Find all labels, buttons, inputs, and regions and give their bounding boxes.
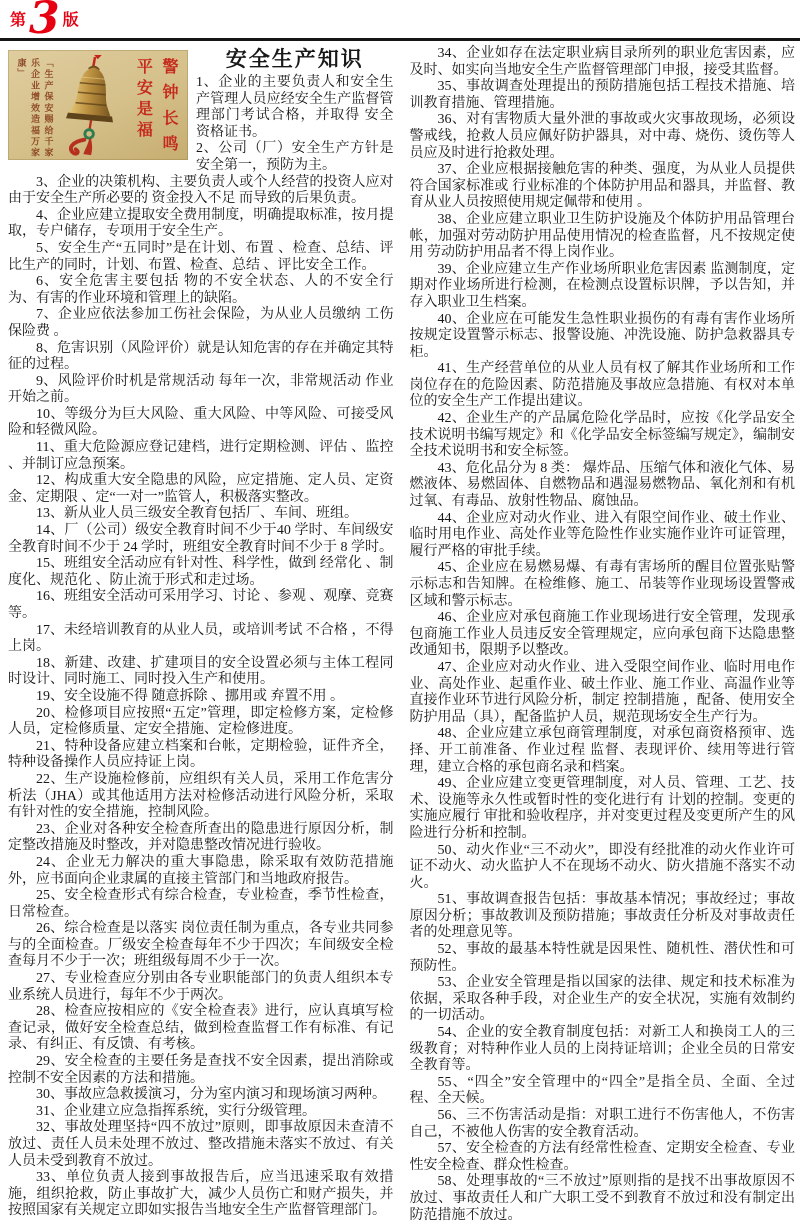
knowledge-item: 51、事故调查报告包括：事故基本情况；事故经过；事故原因分析；事故教训及预防措施；事故责任分析及对事故责任者的处理意见等。 [409,892,795,941]
knowledge-item: 15、班组安全活动应有针对性、科学性，做到 经常化 、制度化、规范化 、防止流于形式和走过场。 [8,556,394,588]
knowledge-item: 45、企业应在易燃易爆、有毒有害场所的醒目位置张贴警示标志和告知牌。在检维修、施工、吊装等作业现场设置警戒区域和警示标志。 [409,560,795,609]
knowledge-item: 33、单位负责人接到事故报告后，应当迅速采取有效措施，组织抢救，防止事故扩大，减少人员伤亡和财产损失，并按照国家有关规定立即如实报告当地安全生产监督管理部门。 [8,1170,394,1219]
knowledge-item: 38、企业应建立职业卫生防护设施及个体防护用品管理台帐，加强对劳动防护用品使用情况的检查监督，凡不按规定使用 劳动防护用品者不得上岗作业。 [409,211,795,261]
edition-label [10,0,79,44]
couplet-line-1: 「生产保安赐给千家乐 [30,58,54,158]
knowledge-item: 58、处理事故的“三不放过”原则指的是找不出事故原因不放过、事故责任人和广大职工受不到教育不放过和没有制定出防范措施不放过。 [409,1174,795,1223]
knowledge-item: 39、企业应建立生产作业场所职业危害因素 监测制度，定期对作业场所进行检测，在检测点设置标识牌，予以告知，并存入职业卫生档案。 [409,261,795,310]
knowledge-item: 40、企业应在可能发生急性职业损伤的有毒有害作业场所按规定设置警示标志、报警设施、冲洗设施、防护急救器具专柜。 [409,311,795,360]
knowledge-item: 20、检修项目应按照“五定”管理，即定检修方案，定检修人员，定检修质量、定安全措施、定检修进度。 [8,705,394,738]
knowledge-item: 6、安全危害主要包括 物的不安全状态、人的不安全行为、有害的作业环境和管理上的缺陷。 [8,274,394,306]
knowledge-item: 41、生产经营单位的从业人员有权了解其作业场所和工作岗位存在的危险因素、防范措施及事故应急措施、有权对本单位的安全生产工作提出建议。 [409,361,795,410]
knowledge-item: 46、企业应对承包商施工作业现场进行安全管理，发现承包商施工作业人员违反安全管理规定，应向承包商下达隐患整改通知书，限期予以整改。 [409,610,795,659]
knowledge-item: 52、事故的最基本特性就是因果性、随机性、潜伏性和可预防性。 [409,942,795,974]
slogan-line-1: 警钟长鸣 [160,58,177,156]
knowledge-item: 37、企业应根据接触危害的种类、强度，为从业人员提供符合国家标准或 行业标准的个体防护用品和器具，并监督、教育从业人员按照使用规定佩带和使用 。 [409,162,795,211]
knowledge-item: 47、企业应对动火作业、进入受限空间作业、临时用电作业、高处作业、起重作业、破土作业、施工作业、高温作业等直接作业环节进行风险分析，制定 控制措施 ，配备、使用安全防护用品（具），配备监护人员，规范现场安全生产行为。 [409,659,795,725]
knowledge-items-left [8,175,394,1220]
knowledge-item: 55、“四全”安全管理中的“四全”是指全员、全面、全过程、全天候。 [409,1074,795,1107]
bell-poster-image [8,50,188,160]
slogan-line-2: 平安是福 [134,58,152,142]
knowledge-item: 13、新从业人员三级安全教育包括厂、车间、班组。 [36,506,358,522]
bell-icon [55,55,130,156]
page-header [0,0,800,44]
knowledge-item: 22、生产设施检修前，应组织有关人员，采用工作危害分析法（JHA）或其他适用方法对检修活动进行风险分析，采取有针对性的安全措施，控制风险。 [8,771,394,821]
knowledge-item: 18、新建、改建、扩建项目的安全设置必须与主体工程同时设计、同时施工、同时投入生产和使用。 [8,655,394,688]
knowledge-item: 56、三不伤害活动是指：对职工进行不伤害他人，不伤害自己，不被他人伤害的安全教育活动。 [409,1108,795,1140]
poster-couplet [14,55,55,158]
knowledge-item: 24、企业无力解决的重大事隐患，除采取有效防范措施外，应书面向企业隶属的直接主管部门和当地政府报告。 [8,854,394,887]
knowledge-item: 29、安全检查的主要任务是查找不安全因素，提出消除或控制不安全因素的方法和措施。 [8,1054,394,1086]
knowledge-item: 25、安全检查形式有综合检查，专业检查，季节性检查，日常检查。 [8,888,394,920]
knowledge-items-right [410,46,796,1224]
knowledge-item: 32、事故处理坚持“四不放过”原则，即事故原因未查清不放过、责任人员未处理不放过、整改措施未落实不放过、有关人员未受到教育不放过。 [8,1120,394,1169]
knowledge-item: 26、综合检查是以落实 岗位责任制为重点，各专业共同参与的全面检查。厂级安全检查每年不少于四次；车间级安全检查每月不少于一次；班组级每周不少于一次。 [8,921,394,970]
knowledge-item: 11、重大危险源应登记建档，进行定期检测、评估 、监控 、并制订应急预案。 [8,440,394,472]
knowledge-item: 14、厂（公司）级安全教育时间不少于40 学时、车间级安全教育时间不少于 24 学时，班组安全教育时间不少于 8 学时。 [8,523,394,555]
knowledge-item: 19、安全设施不得 随意拆除 、挪用或 弃置不用 。 [36,688,344,704]
knowledge-item: 57、安全检查的方法有经常性检查、定期安全检查、专业性安全检查、群众性检查。 [409,1141,795,1173]
couplet-line-2: 企业增效造福万家康」 [16,58,40,158]
knowledge-item: 30、事故应急救援演习，分为室内演习和现场演习两种。 [36,1087,386,1103]
knowledge-item: 9、风险评价时机是常规活动 每年一次，非常规活动 作业开始之前。 [8,373,394,406]
knowledge-item: 28、检查应按相应的《安全检查表》进行，应认真填写检查记录，做好安全检查总结，做到检查监督工作有标准、有记录、有纠正、有反馈、有考核。 [8,1004,394,1053]
knowledge-item: 4、企业应建立提取安全费用制度，明确提取标准，按月提取，专户储存，专项用于安全生产。 [8,207,394,240]
knowledge-item: 42、企业生产的产品属危险化学品时，应按《化学品安全技术说明书编写规定》和《化学品安全标签编写规定》，编制安全技术说明书和安全标签。 [409,411,795,460]
knowledge-item: 21、特种设备应建立档案和台帐，定期检验，证件齐全，特种设备操作人员应持证上岗。 [8,738,394,771]
knowledge-item: 36、对有害物质大量外泄的事故或火灾事故现场，必须设警戒线，抢救人员应佩好防护器具，对中毒、烧伤、烫伤等人员应及时进行抢救处理。 [409,112,795,161]
knowledge-item: 17、未经培训教育的从业人员，或培训考试 不合格 ，不得上岗。 [8,622,394,655]
knowledge-item: 12、构成重大安全隐患的风险，应定措施、定人员、定资金、定期限 、定“一对一”监管人，积极落实整改。 [8,473,394,505]
knowledge-item: 23、企业对各种安全检查所查出的隐患进行原因分析，制定整改措施及时整改，并对隐患整改情况进行验收。 [8,821,394,854]
left-column [8,46,394,1224]
knowledge-item: 8、危害识别（风险评价）就是认知危害的存在并确定其特征的过程。 [8,340,394,373]
knowledge-item: 31、企业建立应急指挥系统，实行分级管理。 [36,1103,316,1119]
edition-suffix: 版 [62,12,79,29]
knowledge-item: 44、企业应对动火作业、进入有限空间作业、破土作业、临时用电作业、高处作业等危险性作业实施作业许可证管理，履行严格的审批手续。 [409,510,795,559]
right-column [410,46,796,1224]
page-content [0,41,800,1224]
edition-prefix: 第 [10,12,27,29]
knowledge-item: 48、企业应建立承包商管理制度，对承包商资格预审、选择、开工前准备、作业过程 监督、表现评价、续用等进行管理，建立合格的承包商名录和档案。 [409,726,795,775]
poster-slogans [130,55,183,156]
knowledge-item: 2、公司（厂）安全生产方针是安全第一，预防为主。 [196,141,394,173]
knowledge-item: 35、事故调查处理提出的预防措施包括工程技术措施、培训教育措施、管理措施。 [409,79,795,111]
knowledge-item: 54、企业的安全教育制度包括：对新工人和换岗工人的三级教育；对特种作业人员的上岗持证培训；企业全员的日常安全教育等。 [409,1025,795,1074]
knowledge-item: 50、动火作业“三不动火”，即没有经批准的动火作业许可证不动火、动火监护人不在现场不动火、防火措施不落实不动火。 [409,842,795,891]
knowledge-item: 5、安全生产“五同时”是在计划、布置 、检查、总结、评比生产的同时，计划、布置、检查、总结 、评比安全工作。 [8,240,394,273]
knowledge-item: 34、企业如存在法定职业病目录所列的职业危害因素，应及时、如实向当地安全生产监督管理部门申报，接受其监督。 [409,46,795,78]
knowledge-item: 7、企业应依法参加工伤社会保险，为从业人员缴纳 工伤保险费 。 [8,307,394,339]
knowledge-item: 43、危化品分为 8 类： 爆炸品、压缩气体和液化气体、易燃液体、易燃固体、自燃物品和遇湿易燃物品、氧化剂和有机过氧、有毒品、放射性物品、腐蚀品。 [409,460,795,510]
knowledge-item: 10、等级分为巨大风险、重大风险、中等风险、可接受风险和轻微风险。 [8,406,394,439]
knowledge-item: 27、专业检查应分别由各专业职能部门的负责人组织本专业系统人员进行，每年不少于两次。 [8,971,394,1003]
knowledge-item: 49、企业应建立变更管理制度，对人员、管理、工艺、技术、设施等永久性或暂时性的变化进行有 计划的控制。变更的实施应履行 审批和验收程序，并对变更过程及变更所产生的风险进行分析和控制。 [409,776,795,841]
knowledge-item: 3、企业的决策机构、主要负责人或个人经营的投资人应对由于安全生产所必要的 资金投入不足 而导致的后果负责。 [8,174,394,207]
knowledge-item: 16、班组安全活动可采用学习、讨论 、参观 、观摩、竞赛等。 [8,589,394,621]
article-title: 安全生产知识 [225,47,364,71]
edition-number: 3 [29,0,60,44]
knowledge-item: 1、企业的主要负责人和安全生产管理人员应经安全生产监督管理部门考试合格，并取得 安全资格证书。 [196,75,394,140]
knowledge-item: 53、企业安全管理是指以国家的法律、规定和技术标准为依据，采取各种手段，对企业生产的安全状况，实施有效制约的一切活动。 [409,975,795,1024]
